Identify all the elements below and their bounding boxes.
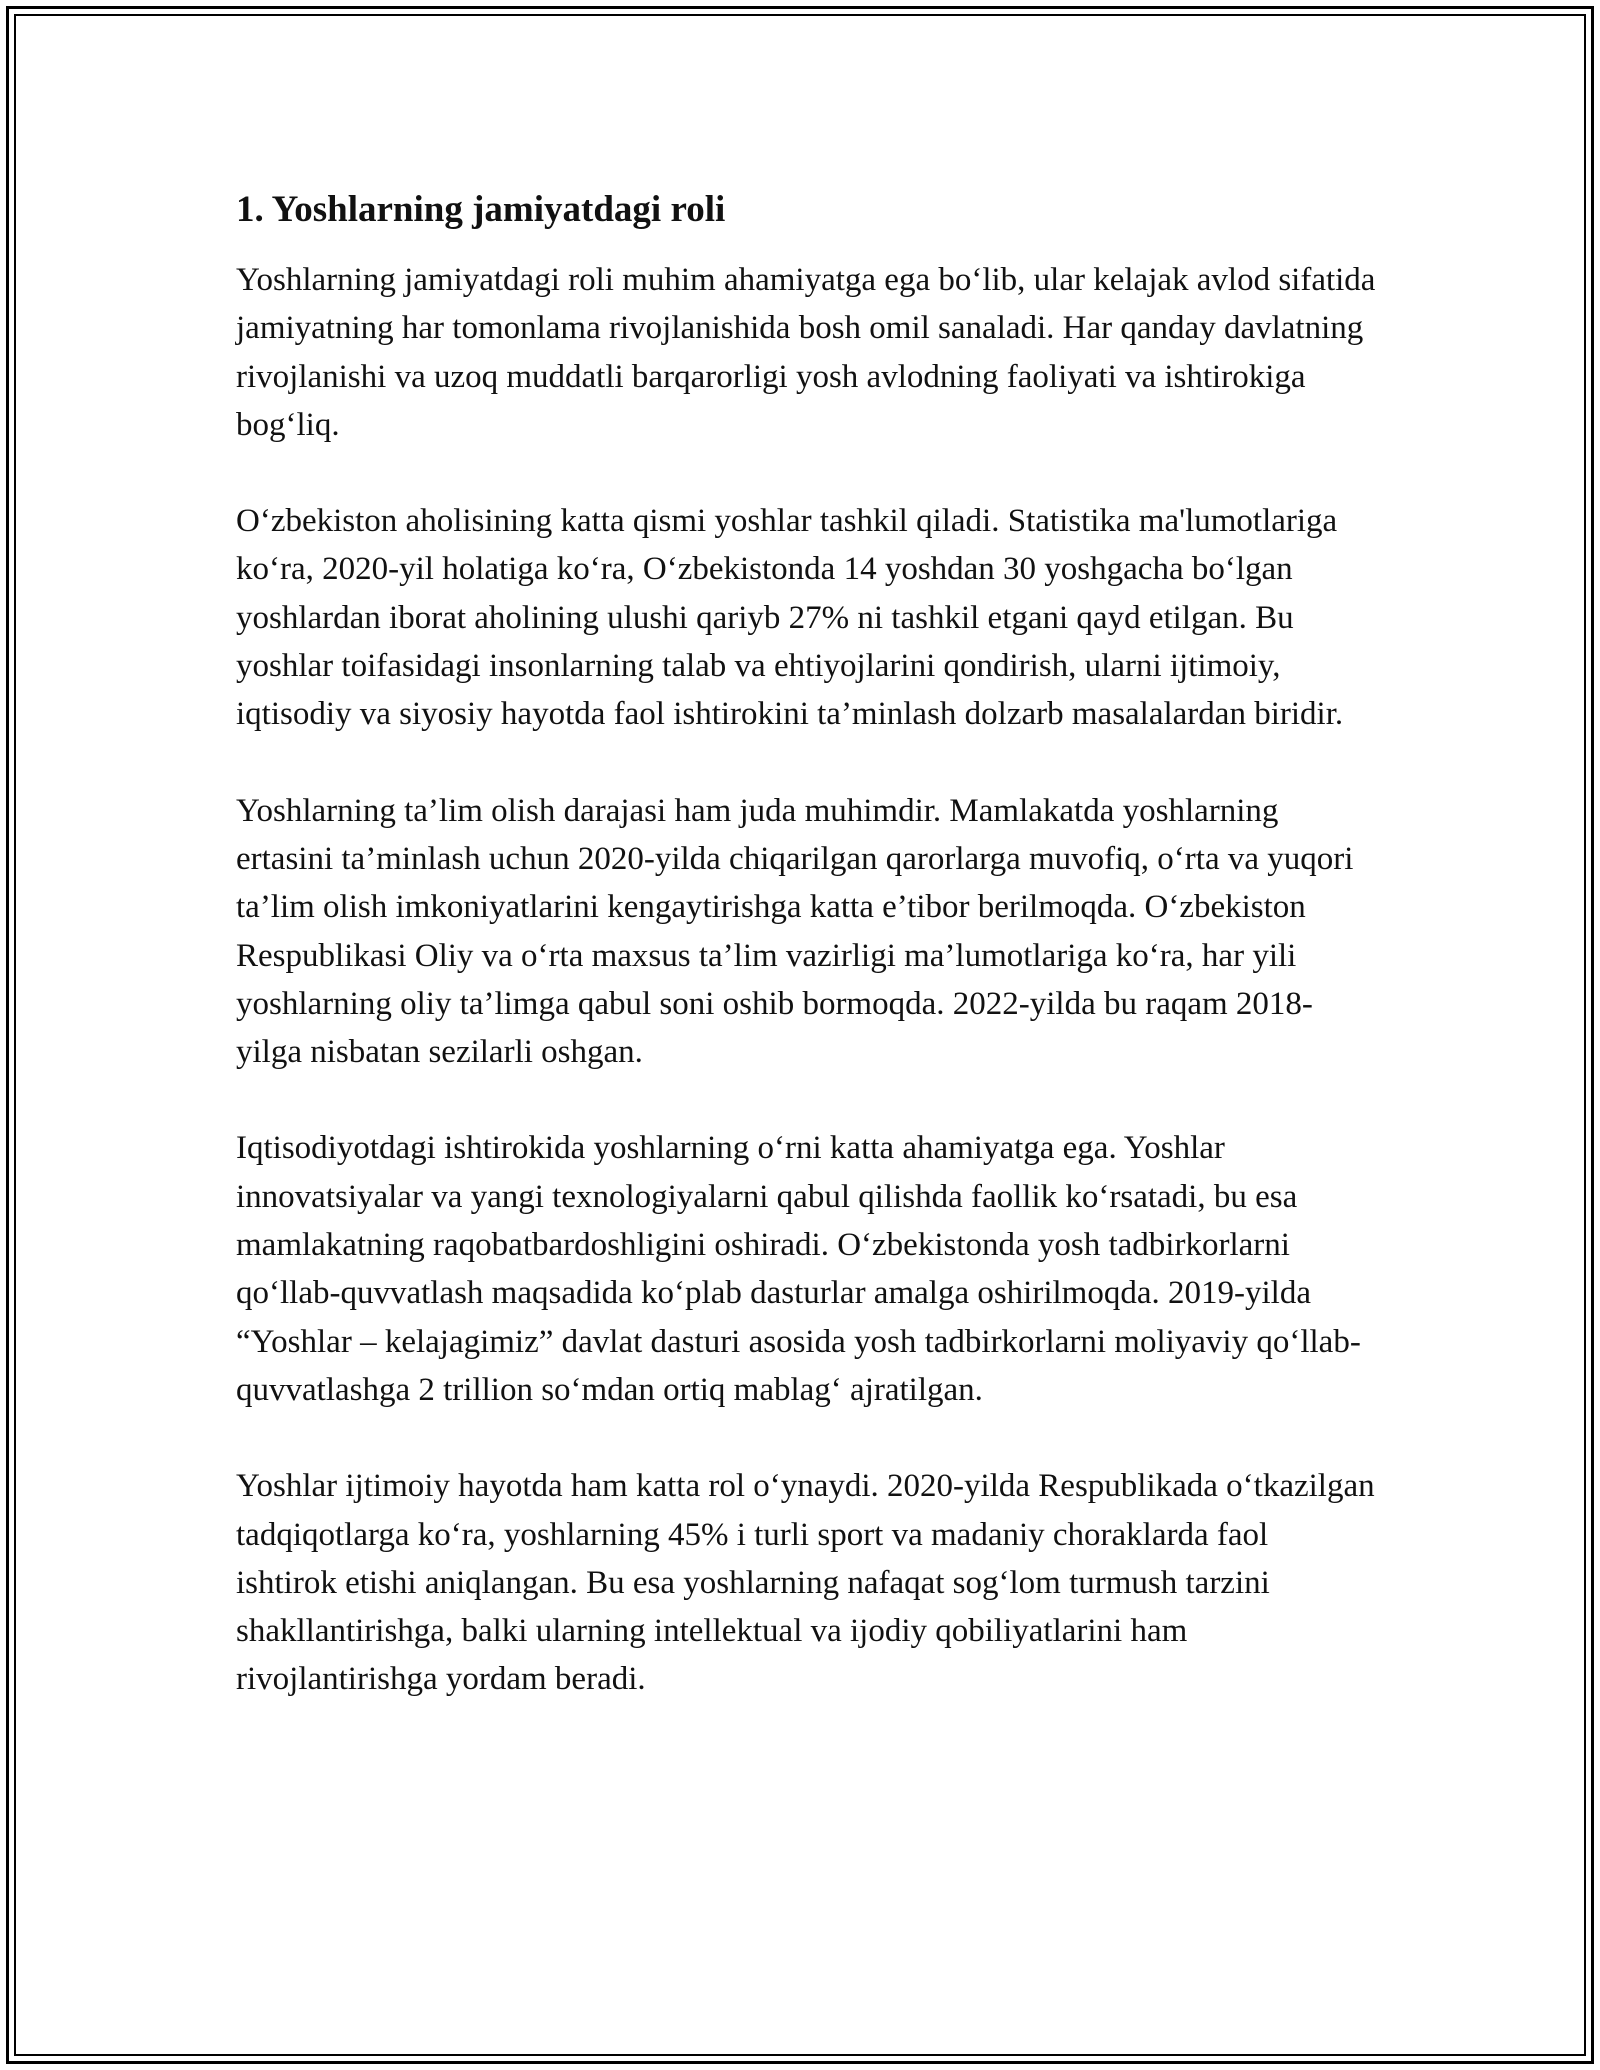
paragraph-role-of-youth: Yoshlarning jamiyatdagi roli muhim ahamiyatga ega bo‘lib, ular kelajak avlod sifatida jamiyatning har tomonlama rivojlanishida bosh omil sanaladi. Har qanday davlatning rivojlanishi va uzoq muddatli barqarorligi yosh avlodning faoliyati va ishtirokiga bog‘liq.	[236, 262, 1376, 443]
paragraph-economy: Iqtisodiyotdagi ishtirokida yoshlarning o‘rni katta ahamiyatga ega. Yoshlar innovatsiyalar va yangi texnologiyalarni qabul qilishda faollik ko‘rsatadi, bu esa mamlakatning raqobatbardoshligini oshiradi. O‘zbekistonda yosh tadbirkorlarni qo‘llab-quvvatlash maqsadida ko‘plab dasturlar amalga oshirilmoqda. 2019-yilda “Yoshlar – kelajagimiz” davlat dasturi asosida yosh tadbirkorlarni moliyaviy qo‘llab-quvvatlashga 2 trillion so‘mdan ortiq mablag‘ ajratilgan.	[236, 1130, 1361, 1408]
paragraph-education: Yoshlarning ta’lim olish darajasi ham juda muhimdir. Mamlakatda yoshlarning ertasini ta’minlash uchun 2020-yilda chiqarilgan qarorlarga muvofiq, o‘rta va yuqori ta’lim olish imkoniyatlarini kengaytirishga katta e’tibor berilmoqda. O‘zbekiston Respublikasi Oliy va o‘rta maxsus ta’lim vazirligi ma’lumotlariga ko‘ra, har yili yoshlarning oliy ta’limga qabul soni oshib bormoqda. 2022-yilda bu raqam 2018-yilga nisbatan sezilarli oshgan.	[236, 792, 1354, 1071]
document-body	[236, 186, 1376, 1752]
section-heading: 1. Yoshlarning jamiyatdagi roli	[236, 189, 726, 230]
paragraph-social-life: Yoshlar ijtimoiy hayotda ham katta rol o‘ynaydi. 2020-yilda Respublikada o‘tkazilgan tadqiqotlarga ko‘ra, yoshlarning 45% i turli sport va madaniy choraklarda faol ishtirok etishi aniqlangan. Bu esa yoshlarning nafaqat sog‘lom turmush tarzini shakllantirishga, balki ularning intellektual va ijodiy qobiliyatlarini ham rivojlantirishga yordam beradi.	[236, 1468, 1375, 1698]
paragraph-population-statistics: O‘zbekiston aholisining katta qismi yoshlar tashkil qiladi. Statistika ma'lumotlariga ko‘ra, 2020-yil holatiga ko‘ra, O‘zbekistonda 14 yoshdan 30 yoshgacha bo‘lgan yoshlardan iborat aholining ulushi qariyb 27% ni tashkil etgani qayd etilgan. Bu yoshlar toifasidagi insonlarning talab va ehtiyojlarini qondirish, ularni ijtimoiy, iqtisodiy va siyosiy hayotda faol ishtirokini ta’minlash dolzarb masalalardan biridir.	[236, 503, 1344, 733]
